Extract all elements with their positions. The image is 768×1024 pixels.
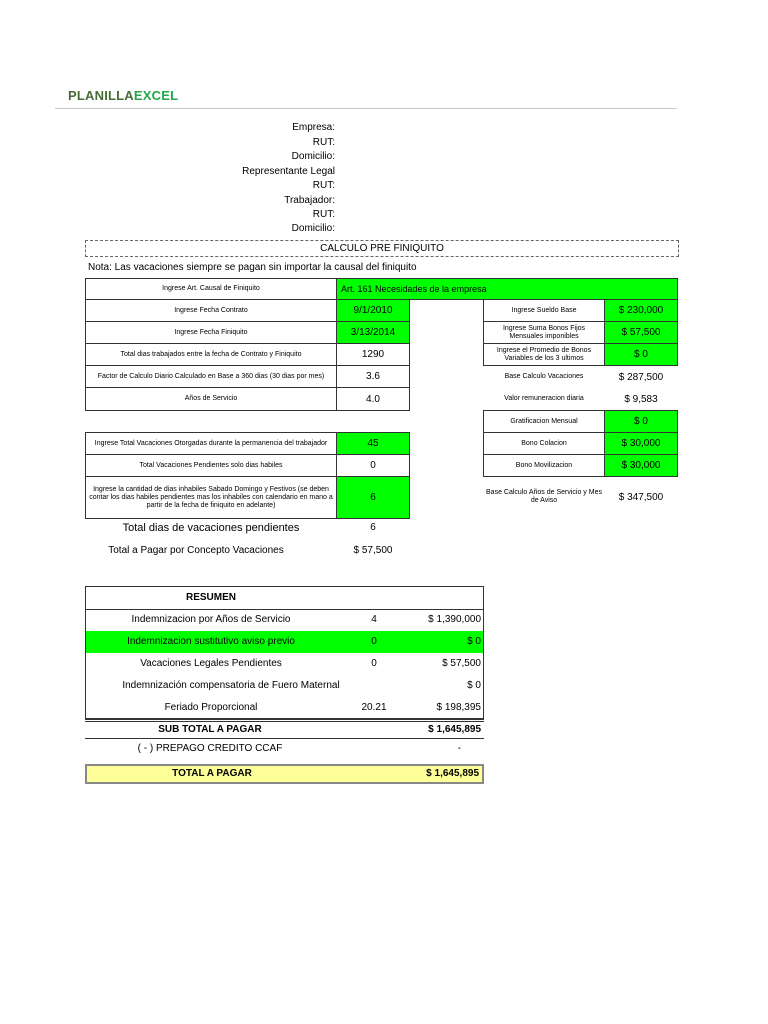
resumen-row-label: Indemnizacion sustitutivo aviso previo (127, 636, 295, 647)
vac-pendientes-value: 0 (336, 454, 410, 477)
resumen-row-qty: 0 (371, 636, 377, 647)
resumen-row-label: Feriado Proporcional (164, 702, 258, 713)
total-dias-value: 1290 (336, 343, 410, 366)
total-pagar-vac-label: Total a Pagar por Concepto Vacaciones (108, 545, 284, 556)
promedio-label: Ingrese el Promedio de Bonos Variables de los 3 ultimos (483, 343, 605, 366)
resumen-row (86, 697, 483, 719)
header-divider (55, 108, 677, 109)
resumen-row-label: Indemnización compensatoria de Fuero Maternal (122, 680, 340, 691)
prepago-value: - (457, 743, 461, 754)
total-vac-pend-value: 6 (370, 522, 376, 533)
base-anios-label: Base Calculo Años de Servicio y Mes de Aviso (486, 489, 602, 504)
causal-input[interactable]: Art. 161 Necesidades de la empresa (336, 278, 678, 300)
colacion-input[interactable]: $ 30,000 (604, 432, 678, 455)
fecha-finiquito-label: Ingrese Fecha Finiquito (85, 321, 337, 344)
total-vac-pend-label: Total dias de vacaciones pendientes (122, 522, 300, 534)
resumen-row-qty: 20.21 (361, 702, 387, 713)
total-value: $ 1,645,895 (426, 768, 479, 779)
trabajador-label: Trabajador: (284, 195, 335, 206)
domicilio-trabajador-label: Domicilio: (291, 223, 335, 234)
resumen-row-qty: 0 (371, 658, 377, 669)
resumen-row (86, 675, 483, 697)
representante-label: Representante Legal (242, 166, 335, 177)
total-pagar-vac-value: $ 57,500 (353, 545, 393, 556)
nota-text: Nota: Las vacaciones siempre se pagan sin importar la causal del finiquito (88, 262, 417, 273)
resumen-table (85, 586, 484, 719)
rut-representante-label: RUT: (312, 180, 335, 191)
anios-value: 4.0 (336, 387, 410, 411)
factor-value: 3.6 (336, 365, 410, 388)
movilizacion-input[interactable]: $ 30,000 (604, 454, 678, 477)
resumen-title: RESUMEN (185, 592, 236, 603)
sueldo-input[interactable]: $ 230,000 (604, 299, 678, 322)
total-dias-label: Total dias trabajados entre la fecha de Contrato y Finiquito (85, 343, 337, 366)
resumen-row-amount: $ 57,500 (442, 658, 481, 669)
base-anios-value: $ 347,500 (618, 491, 664, 503)
brand-part2: EXCEL (133, 88, 179, 103)
page-title: CALCULO PRE FINIQUITO (85, 240, 679, 257)
vac-otorgadas-label: Ingrese Total Vacaciones Otorgadas durante la permanencia del trabajador (85, 432, 337, 455)
base-vac-value: $ 287,500 (618, 371, 664, 383)
total-row (85, 764, 484, 784)
domicilio-empresa-label: Domicilio: (291, 151, 335, 162)
resumen-row-label: Indemnizacion por Años de Servicio (131, 614, 291, 625)
resumen-row (86, 631, 483, 653)
resumen-row-label: Vacaciones Legales Pendientes (140, 658, 282, 669)
valor-diario-value: $ 9,583 (624, 393, 658, 405)
anios-label: Años de Servicio (85, 387, 337, 411)
promedio-input[interactable]: $ 0 (604, 343, 678, 366)
rut-empresa-label: RUT: (312, 137, 335, 148)
gratificacion-input[interactable]: $ 0 (604, 410, 678, 433)
brand-logo (68, 88, 178, 103)
bonos-input[interactable]: $ 57,500 (604, 321, 678, 344)
subtotal-row (85, 719, 484, 739)
movilizacion-label: Bono Movilizacion (483, 454, 605, 477)
resumen-row (86, 653, 483, 675)
resumen-header (86, 587, 483, 610)
subtotal-value: $ 1,645,895 (428, 724, 481, 735)
rut-trabajador-label: RUT: (312, 209, 335, 220)
inhabiles-label: Ingrese la cantidad de dias inhabiles Sabado Domingo y Festivos (se deben contar los dias habiles pendientes mas los inhabiles con calendario en mano a partir de la fecha de finiquito en adelante) (85, 476, 337, 519)
vac-otorgadas-input[interactable]: 45 (336, 432, 410, 455)
empresa-label: Empresa: (292, 122, 335, 133)
resumen-row-amount: $ 0 (467, 636, 481, 647)
vac-pendientes-label: Total Vacaciones Pendientes solo dias habiles (85, 454, 337, 477)
fecha-contrato-input[interactable]: 9/1/2010 (336, 299, 410, 322)
causal-label: Ingrese Art. Causal de Finiquito (85, 278, 337, 300)
total-label: TOTAL A PAGAR (172, 768, 252, 779)
bonos-label: Ingrese Suma Bonos Fijos Mensuales imponibles (483, 321, 605, 344)
gratificacion-label: Gratificacion Mensual (483, 410, 605, 433)
valor-diario-label: Valor remuneracion diaria (504, 395, 584, 402)
brand-part1: PLANILLA (68, 88, 134, 103)
prepago-label: ( - ) PREPAGO CREDITO CCAF (137, 743, 283, 754)
inhabiles-input[interactable]: 6 (336, 476, 410, 519)
factor-label: Factor de Calculo Diario Calculado en Base a 360 dias (30 dias por mes) (85, 365, 337, 388)
resumen-row-qty: 4 (371, 614, 377, 625)
prepago-row (85, 743, 484, 759)
base-vac-label: Base Calculo Vacaciones (504, 373, 584, 380)
sueldo-label: Ingrese Sueldo Base (483, 299, 605, 322)
resumen-row-qty (336, 675, 412, 697)
resumen-row-amount: $ 198,395 (436, 702, 481, 713)
resumen-row-amount: $ 1,390,000 (428, 614, 481, 625)
fecha-finiquito-input[interactable]: 3/13/2014 (336, 321, 410, 344)
fecha-contrato-label: Ingrese Fecha Contrato (85, 299, 337, 322)
resumen-row-amount: $ 0 (467, 680, 481, 691)
colacion-label: Bono Colacion (483, 432, 605, 455)
subtotal-label: SUB TOTAL A PAGAR (158, 724, 262, 735)
resumen-row (86, 609, 483, 631)
